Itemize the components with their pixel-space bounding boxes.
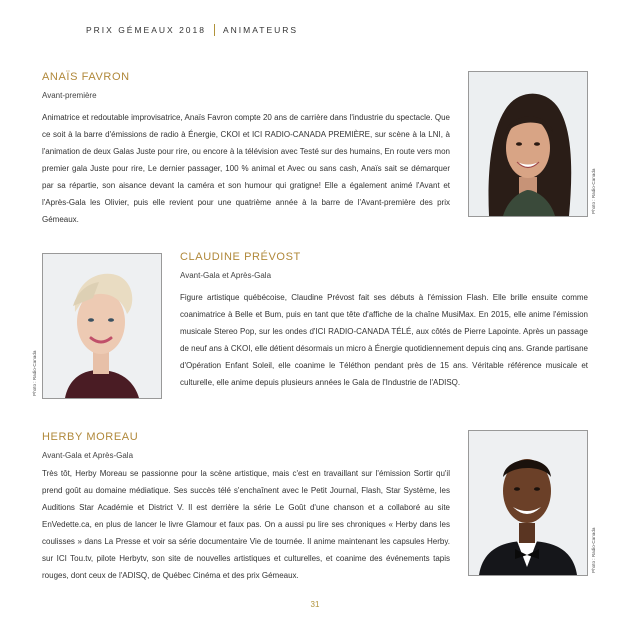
host-role-anais: Avant-première bbox=[42, 91, 97, 100]
host-photo-anais bbox=[468, 71, 588, 217]
portrait-herby bbox=[469, 431, 587, 575]
host-bio-anais bbox=[42, 109, 450, 228]
host-bio-herby bbox=[42, 465, 450, 584]
host-photo-herby bbox=[468, 430, 588, 576]
host-bio-text-anais: Animatrice et redoutable improvisatrice, Anaïs Favron compte 20 ans de carrière dans l'industrie du spectacle. Que ce soit à la barre d'émissions de radio à Énergie, CKOI et ICI RADIO-CANADA PREMIÈRE, sur scène à la LNI, à l'animation de deux Galas Juste pour rire, ou encore à la télévision avec Testé sur des humains, En route vers mon premier gala Juste pour rire, Le dernier passager, 100 % animal et Avec ou sans cash, Anaïs sait se démarquer par sa répartie, son aisance devant la caméra et son humour qui gratigne! Elle a également animé l'Avant et l'Après-Gala les Olivier, puis elle revient pour une quatrième année à la barre de l'Avant-première des prix Gémeaux. bbox=[42, 113, 450, 224]
portrait-anais bbox=[469, 72, 587, 216]
host-bio-claudine bbox=[180, 289, 588, 391]
host-name-herby: HERBY MOREAU bbox=[42, 431, 139, 443]
host-name-anais: ANAÏS FAVRON bbox=[42, 71, 130, 83]
photo-credit-claudine: Photo : Radio-Canada bbox=[32, 350, 37, 396]
host-photo-claudine bbox=[42, 253, 162, 399]
header-separator bbox=[214, 24, 215, 36]
host-role-claudine: Avant-Gala et Après-Gala bbox=[180, 271, 272, 280]
host-bio-text-claudine: Figure artistique québécoise, Claudine Prévost fait ses débuts à l'émission Flash. Elle brille ensuite comme coanimatrice à Belle et Bum, puis en tant que tête d'affiche de la chaîne MusiMax. En 2015, elle anime l'émission musicale Stereo Pop, sur les ondes d'ICI RADIO-CANADA TÉLÉ, aux côtés de Pierre Lapointe. Après un passage de neuf ans à CKOI, elle détient désormais un micro à Énergie quotidiennement depuis cinq ans. Grande partisane d'Opération Enfant Soleil, elle coanime le Téléthon pendant près de 15 ans. Véritable référence musicale et culturelle, elle anime depuis plusieurs années le Gala de l'Industrie de l'ADISQ. bbox=[180, 293, 588, 387]
portrait-claudine bbox=[43, 254, 161, 398]
host-name-claudine: CLAUDINE PRÉVOST bbox=[180, 251, 301, 263]
photo-credit-anais: Photo : Radio-Canada bbox=[591, 168, 596, 214]
host-role-herby: Avant-Gala et Après-Gala bbox=[42, 451, 134, 460]
host-bio-text-herby: Très tôt, Herby Moreau se passionne pour la scène artistique, mais c'est en travaillant sur l'émission Sortir qu'il prend goût au domaine médiatique. Ses succès télé s'enchaînent avec le Petit Journal, Flash, Star Système, les Auditions Star Académie et District V. Il est derrière la série Le Goût d'une chanson et a collaboré au site EnVedette.ca, en plus de lancer le livre Glamour et faux pas. On a aussi pu lire ses chroniques « Herby dans les coulisses » dans La Presse et voir sa série documentaire Vie de tournée. Il anime maintenant les capsules Herby. sur ICI Tou.tv, pilote Herbytv, son site de nouvelles artistiques et culturelles, et coanime des événements tapis rouges, dont ceux de l'ADISQ, de Québec Cinéma et des prix Gémeaux. bbox=[42, 469, 450, 580]
header-section: ANIMATEURS bbox=[222, 25, 299, 35]
page-header bbox=[86, 24, 298, 36]
header-event: PRIX GÉMEAUX 2018 bbox=[86, 25, 206, 35]
page-number: 31 bbox=[310, 600, 320, 609]
photo-credit-herby: Photo : Radio-Canada bbox=[591, 527, 596, 573]
